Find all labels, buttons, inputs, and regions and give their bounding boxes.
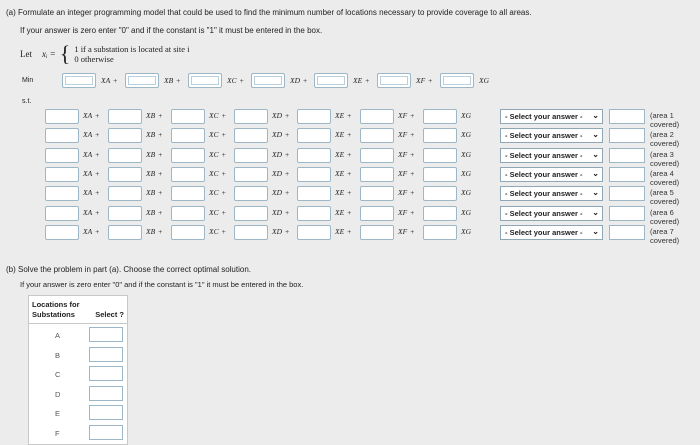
solution-table-header (29, 296, 127, 324)
constraint-7-coef-xd[interactable] (234, 225, 268, 240)
constraint-3-coef-xg[interactable] (423, 148, 457, 163)
solution-row-b (29, 346, 127, 365)
constraint-5-coef-xb[interactable] (108, 186, 142, 201)
chevron-down-icon: ⌄ (592, 130, 599, 140)
col-select: Select ? (95, 310, 124, 319)
constraint-6-coef-xb[interactable] (108, 206, 142, 221)
constraint-7-rhs[interactable] (609, 225, 645, 240)
solution-row-c (29, 365, 127, 384)
constraint-var-xa: XA + (83, 226, 100, 236)
constraint-row-5 (20, 185, 700, 207)
constraint-var-xc: XC + (209, 149, 226, 159)
constraint-7-area-label: (area 7 covered) (650, 226, 680, 245)
solution-row-e (29, 404, 127, 423)
col-locations: Locations for Substations (32, 300, 80, 319)
constraint-7-relation-select[interactable]: - Select your answer - ⌄ (500, 225, 603, 240)
solution-row-label: D (55, 389, 61, 399)
objective-coef-xb[interactable] (125, 73, 159, 88)
solution-row-label: E (55, 409, 61, 418)
solution-row-label: F (55, 428, 60, 438)
constraint-var-xa: XA + (83, 188, 100, 198)
constraint-7-coef-xe[interactable] (297, 225, 331, 240)
constraint-var-xf: XF + (398, 149, 415, 159)
chevron-down-icon: ⌄ (592, 207, 599, 217)
objective-coef-xd[interactable] (251, 73, 285, 88)
objective-var-xf: XF + (416, 76, 433, 85)
constraint-1-coef-xc[interactable] (171, 109, 205, 124)
chevron-down-icon: ⌄ (592, 226, 599, 236)
constraint-5-coef-xe[interactable] (297, 186, 331, 201)
constraint-var-xe: XE + (335, 226, 352, 236)
constraint-var-xc: XC + (209, 226, 226, 236)
constraint-6-area-label: (area 6 covered) (650, 207, 680, 226)
constraint-var-xg: XG (461, 188, 471, 198)
chevron-down-icon: ⌄ (592, 111, 599, 120)
constraint-3-coef-xe[interactable] (297, 148, 331, 163)
constraint-var-xe: XE + (335, 168, 352, 178)
brace-glyph: { (59, 41, 71, 66)
constraint-var-xc: XC + (209, 188, 226, 198)
constraint-row-1 (20, 108, 700, 129)
constraint-var-xd: XD + (272, 207, 290, 217)
part-b-instruction: If your answer is zero enter "0" and if the constant is "1" it must be entered in the box. (20, 280, 304, 289)
constraint-row-4 (20, 166, 700, 187)
constraint-3-coef-xb[interactable] (108, 148, 142, 163)
constraint-7-coef-xg[interactable] (423, 225, 457, 240)
constraint-4-coef-xf[interactable] (360, 167, 394, 182)
constraint-3-coef-xa[interactable] (45, 148, 79, 163)
constraint-var-xe: XE + (335, 207, 352, 217)
solution-table (28, 295, 128, 445)
constraint-6-coef-xa[interactable] (45, 206, 79, 221)
constraint-var-xg: XG (461, 149, 471, 159)
constraint-2-coef-xb[interactable] (108, 128, 142, 143)
constraint-var-xd: XD + (272, 168, 290, 178)
solution-select-c[interactable] (89, 366, 123, 381)
chevron-down-icon: ⌄ (592, 149, 599, 159)
constraint-var-xc: XC + (209, 207, 226, 217)
constraint-var-xe: XE + (335, 111, 352, 120)
min-label: Min (22, 77, 34, 84)
constraint-7-coef-xa[interactable] (45, 225, 79, 240)
constraint-var-xc: XC + (209, 130, 226, 140)
constraint-row-2 (20, 127, 700, 149)
constraint-5-coef-xf[interactable] (360, 186, 394, 201)
let-label: Let (20, 49, 32, 59)
constraint-4-coef-xa[interactable] (45, 167, 79, 182)
constraint-3-relation-select[interactable]: - Select your answer - ⌄ (500, 148, 603, 163)
solution-row-f (29, 424, 127, 443)
constraint-4-coef-xc[interactable] (171, 167, 205, 182)
constraint-var-xa: XA + (83, 149, 100, 159)
solution-row-label: A (55, 331, 61, 340)
constraint-3-coef-xd[interactable] (234, 148, 268, 163)
constraint-var-xa: XA + (83, 111, 100, 120)
constraint-1-coef-xb[interactable] (108, 109, 142, 124)
variable-definition (20, 41, 190, 66)
constraint-var-xf: XF + (398, 188, 415, 198)
constraint-3-rhs[interactable] (609, 148, 645, 163)
constraint-var-xg: XG (461, 111, 471, 120)
var-def-label: xᵢ = (42, 49, 56, 59)
constraint-2-coef-xa[interactable] (45, 128, 79, 143)
solution-select-d[interactable] (89, 386, 123, 401)
case-one: 1 if a substation is located at site i (74, 44, 190, 54)
constraint-var-xf: XF + (398, 226, 415, 236)
solution-select-a[interactable] (89, 327, 123, 342)
chevron-down-icon: ⌄ (592, 188, 599, 198)
constraint-6-coef-xd[interactable] (234, 206, 268, 221)
constraint-6-coef-xg[interactable] (423, 206, 457, 221)
constraint-6-rhs[interactable] (609, 206, 645, 221)
constraint-4-coef-xd[interactable] (234, 167, 268, 182)
objective-var-xd: XD + (290, 76, 308, 85)
solution-row-label: C (55, 370, 61, 379)
constraint-var-xc: XC + (209, 111, 226, 120)
constraint-var-xb: XB + (146, 226, 163, 236)
constraint-6-coef-xe[interactable] (297, 206, 331, 221)
constraint-4-coef-xb[interactable] (108, 167, 142, 182)
constraint-var-xd: XD + (272, 130, 290, 140)
solution-row-d (29, 385, 127, 404)
constraint-5-coef-xc[interactable] (171, 186, 205, 201)
constraint-row-6 (20, 205, 700, 226)
constraint-6-coef-xf[interactable] (360, 206, 394, 221)
objective-coef-xe[interactable] (314, 73, 348, 88)
constraint-1-relation-select[interactable]: - Select your answer - ⌄ (500, 109, 603, 124)
objective-coef-xc[interactable] (188, 73, 222, 88)
constraint-1-rhs[interactable] (609, 109, 645, 124)
part-a-instruction: If your answer is zero enter "0" and if the constant is "1" it must be entered in the box. (20, 26, 323, 35)
constraint-var-xb: XB + (146, 207, 163, 217)
constraint-var-xa: XA + (83, 130, 100, 140)
objective-var-xb: XB + (164, 76, 181, 85)
constraint-1-coef-xf[interactable] (360, 109, 394, 124)
constraint-6-relation-select[interactable]: - Select your answer - ⌄ (500, 206, 603, 221)
constraint-5-area-label: (area 5 covered) (650, 188, 680, 207)
constraint-var-xb: XB + (146, 149, 163, 159)
constraint-var-xb: XB + (146, 188, 163, 198)
constraint-var-xd: XD + (272, 111, 290, 120)
solution-row-label: B (55, 350, 61, 360)
constraint-3-area-label: (area 3 covered) (650, 149, 680, 168)
constraint-2-coef-xf[interactable] (360, 128, 394, 143)
constraint-4-area-label: (area 4 covered) (650, 168, 680, 187)
constraint-3-coef-xc[interactable] (171, 148, 205, 163)
constraint-6-coef-xc[interactable] (171, 206, 205, 221)
constraint-var-xg: XG (461, 168, 471, 178)
case-zero: 0 otherwise (74, 54, 114, 64)
constraint-4-coef-xe[interactable] (297, 167, 331, 182)
constraint-var-xf: XF + (398, 111, 415, 120)
constraint-var-xa: XA + (83, 168, 100, 178)
constraint-var-xe: XE + (335, 149, 352, 159)
objective-var-xg: XG (479, 76, 489, 85)
constraint-var-xe: XE + (335, 188, 352, 198)
constraint-7-coef-xf[interactable] (360, 225, 394, 240)
constraint-2-area-label: (area 2 covered) (650, 130, 680, 149)
constraint-var-xb: XB + (146, 130, 163, 140)
constraint-5-coef-xg[interactable] (423, 186, 457, 201)
constraint-2-coef-xg[interactable] (423, 128, 457, 143)
chevron-down-icon: ⌄ (592, 168, 599, 178)
constraint-var-xf: XF + (398, 168, 415, 178)
constraint-var-xf: XF + (398, 130, 415, 140)
constraint-2-rhs[interactable] (609, 128, 645, 143)
solution-select-f[interactable] (89, 425, 123, 440)
constraint-var-xb: XB + (146, 111, 163, 120)
objective-coef-xf[interactable] (377, 73, 411, 88)
constraint-var-xa: XA + (83, 207, 100, 217)
solution-select-e[interactable] (89, 405, 123, 420)
constraint-1-coef-xd[interactable] (234, 109, 268, 124)
constraint-3-coef-xf[interactable] (360, 148, 394, 163)
constraint-var-xg: XG (461, 130, 471, 140)
constraint-var-xe: XE + (335, 130, 352, 140)
constraint-5-rhs[interactable] (609, 186, 645, 201)
constraint-7-coef-xc[interactable] (171, 225, 205, 240)
solution-select-b[interactable] (89, 347, 123, 362)
solution-row-a (29, 326, 127, 345)
constraint-var-xg: XG (461, 207, 471, 217)
constraint-1-coef-xe[interactable] (297, 109, 331, 124)
constraint-2-coef-xc[interactable] (171, 128, 205, 143)
constraint-2-relation-select[interactable]: - Select your answer - ⌄ (500, 128, 603, 143)
objective-coef-xg[interactable] (440, 73, 474, 88)
constraint-5-coef-xa[interactable] (45, 186, 79, 201)
objective-coef-xa[interactable] (62, 73, 96, 88)
constraint-var-xf: XF + (398, 207, 415, 217)
objective-var-xe: XE + (353, 76, 370, 85)
constraint-5-coef-xd[interactable] (234, 186, 268, 201)
constraint-var-xd: XD + (272, 149, 290, 159)
st-label: s.t. (22, 98, 32, 105)
part-a-heading: (a) Formulate an integer programming model that could be used to find the minimum number of locations necessary to provide coverage to all areas. (6, 8, 532, 17)
var-cases (74, 44, 189, 64)
constraint-1-coef-xa[interactable] (45, 109, 79, 124)
part-b-heading: (b) Solve the problem in part (a). Choose the correct optimal solution. (6, 265, 252, 274)
constraint-1-area-label: (area 1 covered) (650, 111, 680, 129)
constraint-var-xb: XB + (146, 168, 163, 178)
constraint-var-xg: XG (461, 226, 471, 236)
constraint-1-coef-xg[interactable] (423, 109, 457, 124)
constraint-7-coef-xb[interactable] (108, 225, 142, 240)
constraint-2-coef-xd[interactable] (234, 128, 268, 143)
objective-row (20, 73, 489, 91)
objective-var-xc: XC + (227, 76, 244, 85)
constraint-var-xd: XD + (272, 226, 290, 236)
constraint-var-xd: XD + (272, 188, 290, 198)
objective-var-xa: XA + (101, 76, 118, 85)
constraint-4-coef-xg[interactable] (423, 167, 457, 182)
constraint-row-3 (20, 147, 700, 168)
constraint-2-coef-xe[interactable] (297, 128, 331, 143)
constraint-var-xc: XC + (209, 168, 226, 178)
constraint-4-relation-select[interactable]: - Select your answer - ⌄ (500, 167, 603, 182)
constraint-4-rhs[interactable] (609, 167, 645, 182)
constraint-row-7 (20, 224, 700, 245)
constraint-5-relation-select[interactable]: - Select your answer - ⌄ (500, 186, 603, 201)
